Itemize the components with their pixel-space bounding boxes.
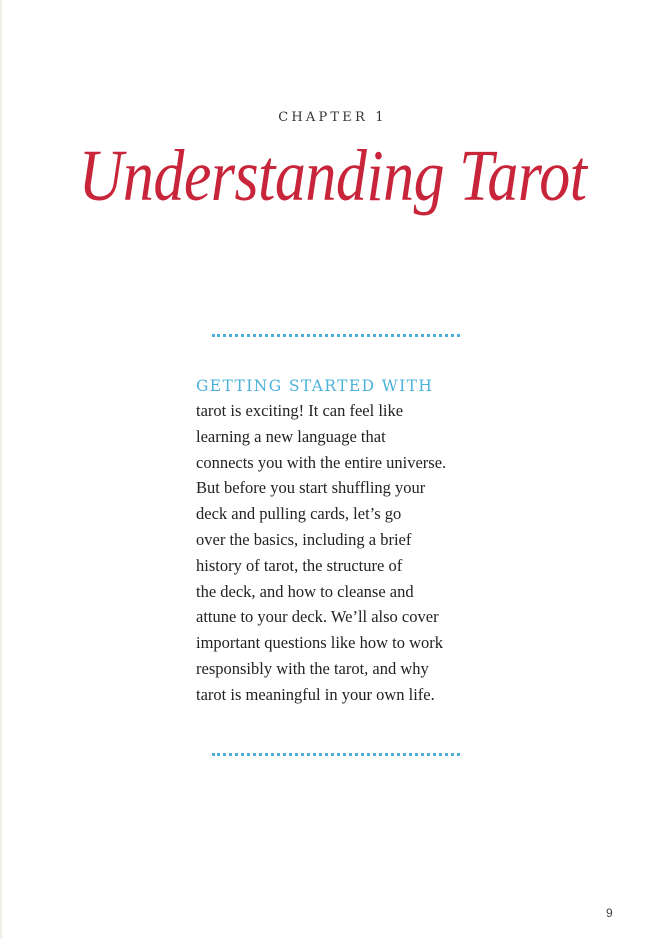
intro-line: responsibly with the tarot, and why [196, 658, 429, 678]
intro-line: important questions like how to work [196, 633, 444, 653]
page-number: 9 [606, 906, 613, 920]
intro-line: But before you start shuffling your [196, 478, 426, 498]
intro-lead-in: GETTING STARTED WITH [196, 377, 434, 395]
intro-line: tarot is exciting! It can feel like [196, 401, 404, 420]
intro-line: over the basics, including a brief [196, 529, 412, 549]
dotted-divider-top [212, 334, 460, 337]
chapter-label: CHAPTER 1 [278, 110, 387, 125]
intro-line: learning a new language that [196, 426, 386, 446]
intro-line: history of tarot, the structure of [196, 555, 403, 575]
intro-line: tarot is meaningful in your own life. [196, 684, 435, 704]
dotted-divider-bottom [212, 753, 460, 756]
intro-line: connects you with the entire universe. [196, 452, 447, 472]
intro-line: deck and pulling cards, let’s go [196, 504, 402, 524]
intro-line: the deck, and how to cleanse and [196, 581, 414, 601]
intro-paragraph [196, 376, 496, 708]
chapter-title: Understanding Tarot [78, 136, 587, 217]
intro-line: attune to your deck. We’ll also cover [196, 607, 439, 627]
